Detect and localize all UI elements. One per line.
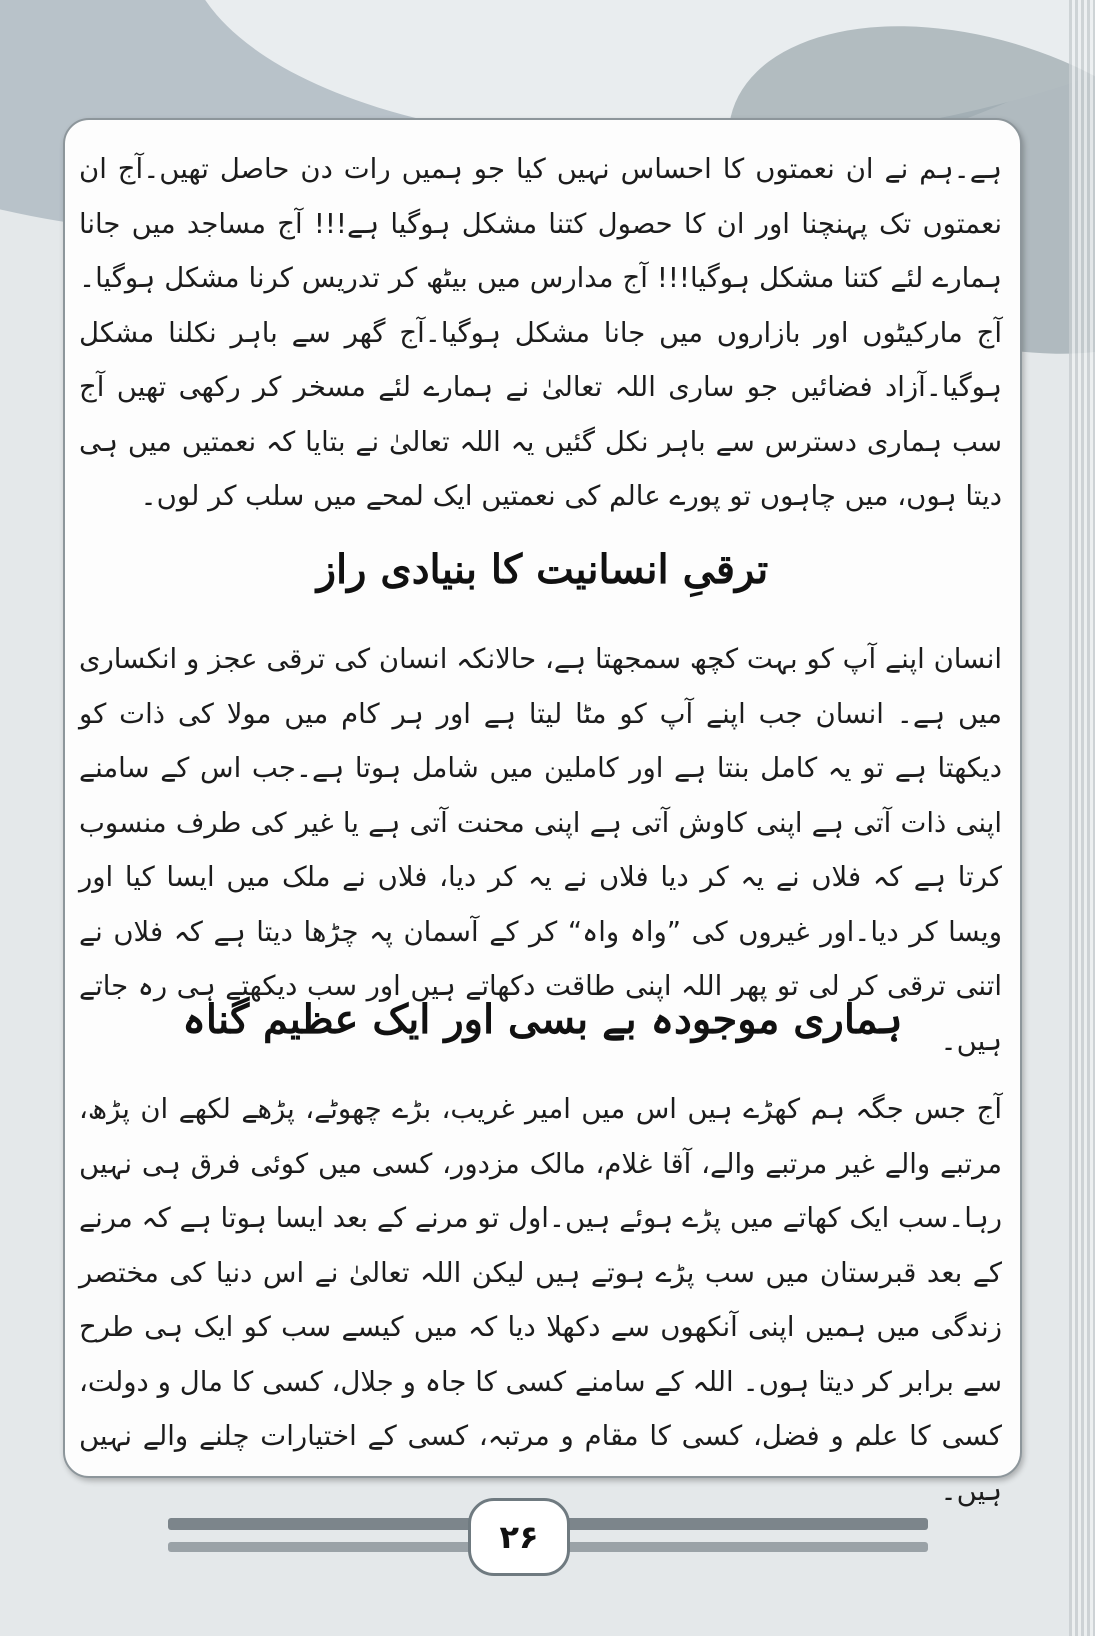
text-panel: [63, 118, 1022, 1507]
paragraph: آج جس جگہ ہم کھڑے ہیں اس میں امیر غریب، بڑے چھوٹے، پڑھے لکھے ان پڑھ، مرتبے والے غیر مرتبے والے، آقا غلام، مالک مزدور، کسی میں کوئی فرق ہی نہیں رہا۔سب ایک کھاتے میں پڑے ہوئے ہیں۔اول تو مرنے کے بعد ایسا ہوتا ہے کہ مرنے کے بعد قبرستان میں سب پڑے ہوتے ہیں لیکن اللہ تعالیٰ نے اس دنیا کی مختصر زندگی میں ہمیں اپنی آنکھوں سے دکھلا دیا کہ میں کیسے سب کو ایک ہی طرح سے برابر کر دیتا ہوں۔ اللہ کے سامنے کسی کا جاہ و جلال، کسی کا مال و دولت، کسی کا علم و فضل، کسی کا مقام و مرتبہ، کسی کے اختیارات چلنے والے نہیں ہیں۔: [79, 1093, 1002, 1507]
paragraph: ہے۔ہم نے ان نعمتوں کا احساس نہیں کیا جو ہمیں رات دن حاصل تھیں۔آج ان نعمتوں تک پہنچنا اور ان کا حصول کتنا مشکل ہوگیا ہے!!! آج مساجد میں جانا ہمارے لئے کتنا مشکل ہوگیا!!! آج مدارس میں بیٹھ کر تدریس کرنا مشکل ہوگیا۔آج مارکیٹوں اور بازاروں میں جانا مشکل ہوگیا۔آج گھر سے باہر نکلنا مشکل ہوگیا۔آزاد فضائیں جو ساری اللہ تعالیٰ نے ہمارے لئے مسخر کر رکھی تھیں آج سب ہماری دسترس سے باہر نکل گئیں یہ اللہ تعالیٰ نے بتایا کہ نعمتیں میں ہی دیتا ہوں، میں چاہوں تو پورے عالم کی نعمتیں ایک لمحے میں سلب کر لوں۔: [79, 153, 1002, 512]
section-heading: ہماری موجودہ بے بسی اور ایک عظیم گناہ: [182, 996, 903, 1043]
page-edge-stack: [1069, 0, 1095, 1636]
page-number: ۲۶: [468, 1498, 570, 1576]
paragraph: انسان اپنے آپ کو بہت کچھ سمجھتا ہے، حالانکہ انسان کی ترقی عجز و انکساری میں ہے۔ انسان جب اپنے آپ کو مٹا لیتا ہے اور ہر کام میں مولا کی ذات کو دیکھتا ہے تو یہ کامل بنتا ہے اور کاملین میں شامل ہوتا ہے۔جب اس کے سامنے اپنی ذات آتی ہے اپنی کاوش آتی ہے اپنی محنت آتی ہے یا غیر کی طرف منسوب کرتا ہے کہ فلاں نے یہ کر دیا فلاں نے یہ کر دیا، فلاں نے ملک میں ایسا کیا اور ویسا کر دیا۔اور غیروں کی ”واہ واہ“ کر کے آسمان پہ چڑھا دیتا ہے کہ فلاں نے اتنی ترقی کر لی تو پھر اللہ اپنی طاقت دکھاتے ہیں اور سب دیکھتے ہی رہ جاتے ہیں۔: [79, 643, 1002, 1057]
section-heading: ترقیِ انسانیت کا بنیادی راز: [316, 546, 769, 593]
